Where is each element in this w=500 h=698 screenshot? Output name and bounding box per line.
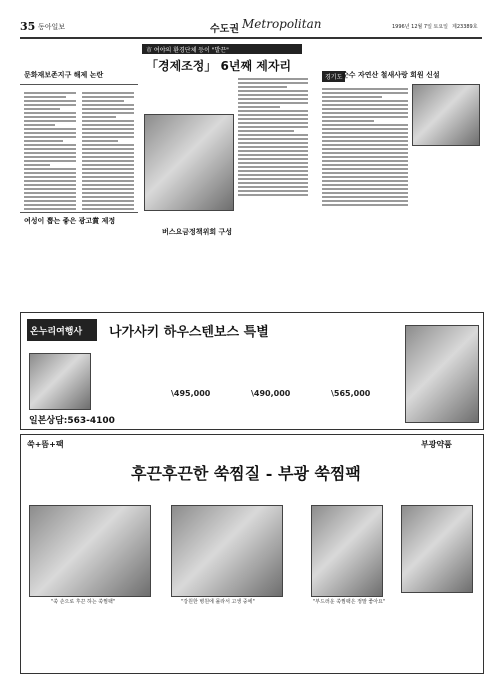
ad-travel	[20, 312, 484, 430]
ad-photo	[405, 325, 479, 423]
ad-phone: 일본상담:563-4100	[29, 416, 115, 426]
ad2-product	[401, 505, 473, 593]
ad2-brand: 부광약품	[421, 440, 452, 449]
headline-heritage: 문화재보존지구 해제 논란	[24, 71, 104, 79]
ad-price: \490,000	[251, 389, 291, 398]
kicker-bar	[142, 44, 302, 54]
ad-pharma	[20, 434, 484, 674]
article-text	[238, 76, 308, 216]
headline-bus: 버스요금정책위회 구성	[162, 228, 233, 236]
ad2-title: 후끈후끈한 쑥찜질 - 부광 쑥찜팩	[131, 464, 361, 483]
issue-number: 제23389호	[452, 24, 478, 30]
ad-map	[29, 353, 91, 410]
column-right	[318, 44, 482, 306]
article-photo	[144, 114, 234, 211]
ad2-caption: "쑥 손으로 후끈 하는 쑥찜팩"	[51, 599, 116, 605]
header	[20, 14, 482, 36]
ad2-photo-mid	[171, 505, 283, 597]
ad-price: \495,000	[171, 389, 211, 398]
date-line: 1996년 12월 7일 토요일	[392, 24, 449, 30]
column-middle	[142, 44, 312, 306]
ad-price: \565,000	[331, 389, 371, 398]
ad-brand-bar	[27, 319, 97, 341]
ad-title: 나가사키 하우스텐보스 특별	[109, 325, 269, 340]
ad2-photo-left	[29, 505, 151, 597]
article-text	[24, 90, 76, 210]
paper-name: 동아일보	[38, 23, 66, 31]
region-tag: 경기도	[322, 71, 345, 82]
ad2-top-label: 쑥+뜸+팩	[27, 440, 64, 449]
article-text	[82, 90, 134, 210]
article-text	[322, 86, 408, 226]
ad2-caption: "부드러운 쑥찜팩은 정말 좋아요"	[313, 599, 386, 605]
ad2-caption: "강원한 병원에 몰라서 고생 중에"	[181, 599, 255, 605]
column-left	[20, 44, 138, 306]
map-graphic	[412, 84, 480, 146]
ad-brand: 온누리여행사	[30, 327, 83, 337]
kicker: 市 여야의 환경단체 등이 "발끈"	[146, 47, 229, 54]
section-title-en: Metropolitan	[242, 17, 322, 31]
section-title: 수도권	[210, 24, 239, 35]
header-rule	[20, 37, 482, 39]
headline-birds: 순수 자연산 철새사랑 회원 신설	[342, 71, 440, 79]
headline-economy: 「경제조정」 6년째 제자리	[146, 59, 292, 73]
page-number: 35	[20, 20, 36, 33]
headline-ad-award: 여성이 뽑는 좋은 광고賞 제정	[24, 217, 116, 225]
ad2-photo-right	[311, 505, 383, 597]
